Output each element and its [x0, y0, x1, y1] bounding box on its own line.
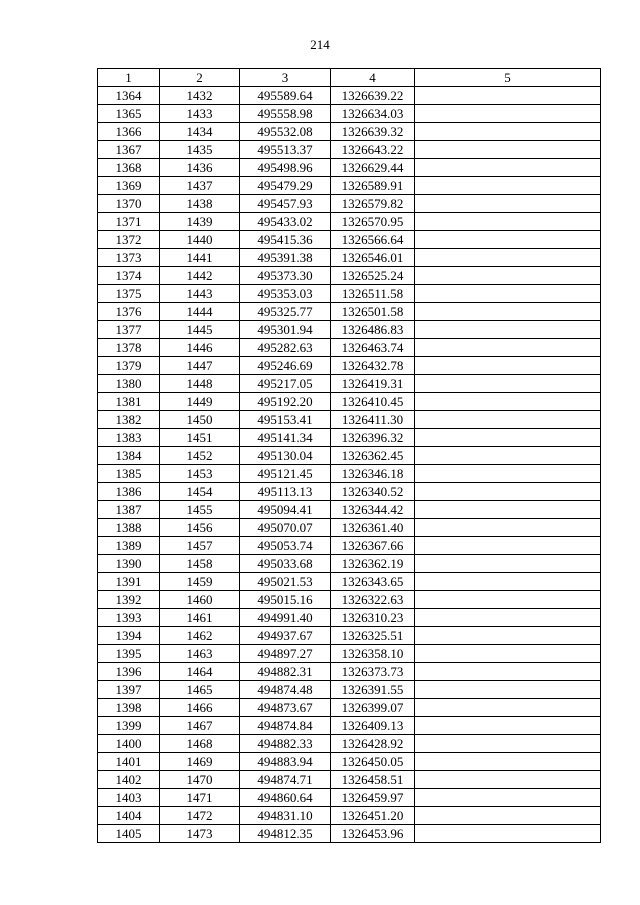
table-row — [98, 195, 601, 213]
table-cell: 1326453.96 — [331, 825, 415, 843]
table-cell: 1326579.82 — [331, 195, 415, 213]
table-cell: 495130.04 — [240, 447, 331, 465]
table-cell: 1386 — [98, 483, 160, 501]
table-cell: 1393 — [98, 609, 160, 627]
table-cell: 1377 — [98, 321, 160, 339]
table-cell: 1326629.44 — [331, 159, 415, 177]
table-cell: 1457 — [160, 537, 240, 555]
table-cell: 1466 — [160, 699, 240, 717]
table-cell — [415, 645, 601, 663]
table-cell: 1326358.10 — [331, 645, 415, 663]
table-cell — [415, 123, 601, 141]
table-row — [98, 231, 601, 249]
table-cell: 1434 — [160, 123, 240, 141]
table-cell: 1326411.30 — [331, 411, 415, 429]
table-cell — [415, 681, 601, 699]
table-cell: 1326310.23 — [331, 609, 415, 627]
table-cell: 1433 — [160, 105, 240, 123]
table-cell: 495070.07 — [240, 519, 331, 537]
table-cell: 1469 — [160, 753, 240, 771]
table-cell: 495325.77 — [240, 303, 331, 321]
table-cell: 1395 — [98, 645, 160, 663]
table-header — [98, 69, 601, 87]
table-cell: 1389 — [98, 537, 160, 555]
table-row — [98, 573, 601, 591]
table-cell: 1472 — [160, 807, 240, 825]
table-cell: 1458 — [160, 555, 240, 573]
table-cell: 1445 — [160, 321, 240, 339]
table-cell: 1369 — [98, 177, 160, 195]
table-cell: 1326458.51 — [331, 771, 415, 789]
table-row — [98, 555, 601, 573]
table-cell: 495121.45 — [240, 465, 331, 483]
table-cell: 1432 — [160, 87, 240, 105]
table-row — [98, 825, 601, 843]
table-cell: 1444 — [160, 303, 240, 321]
table-cell: 1372 — [98, 231, 160, 249]
table-cell: 495015.16 — [240, 591, 331, 609]
table-cell: 1367 — [98, 141, 160, 159]
table-cell: 1373 — [98, 249, 160, 267]
page-number: 214 — [310, 37, 330, 52]
table-cell — [415, 663, 601, 681]
table-cell: 1326639.32 — [331, 123, 415, 141]
column-header: 4 — [331, 69, 415, 87]
table-cell — [415, 267, 601, 285]
table-cell: 1392 — [98, 591, 160, 609]
table-row — [98, 537, 601, 555]
table-cell: 1387 — [98, 501, 160, 519]
table-cell: 1447 — [160, 357, 240, 375]
table-cell: 494882.31 — [240, 663, 331, 681]
table-cell — [415, 357, 601, 375]
table-cell: 494991.40 — [240, 609, 331, 627]
table-cell: 1326344.42 — [331, 501, 415, 519]
table-cell: 1326391.55 — [331, 681, 415, 699]
table-cell: 495373.30 — [240, 267, 331, 285]
table-cell: 1462 — [160, 627, 240, 645]
table-cell: 1446 — [160, 339, 240, 357]
table-cell: 1326450.05 — [331, 753, 415, 771]
table-cell: 1467 — [160, 717, 240, 735]
table-cell — [415, 429, 601, 447]
table-cell: 1459 — [160, 573, 240, 591]
table-cell: 1381 — [98, 393, 160, 411]
table-row — [98, 339, 601, 357]
table-row — [98, 717, 601, 735]
table-cell: 494873.67 — [240, 699, 331, 717]
table-cell: 1450 — [160, 411, 240, 429]
table-cell: 1456 — [160, 519, 240, 537]
table-cell: 494874.48 — [240, 681, 331, 699]
table-cell: 1371 — [98, 213, 160, 231]
table-cell: 495479.29 — [240, 177, 331, 195]
table-cell: 1390 — [98, 555, 160, 573]
table-cell: 1404 — [98, 807, 160, 825]
table-row — [98, 429, 601, 447]
table-cell: 1394 — [98, 627, 160, 645]
table-cell: 1453 — [160, 465, 240, 483]
table-cell: 1326432.78 — [331, 357, 415, 375]
table-row — [98, 645, 601, 663]
table-cell — [415, 411, 601, 429]
table-cell: 1326525.24 — [331, 267, 415, 285]
table-row — [98, 105, 601, 123]
table-cell — [415, 483, 601, 501]
table-cell: 1326361.40 — [331, 519, 415, 537]
table-cell — [415, 591, 601, 609]
table-cell: 1379 — [98, 357, 160, 375]
table-cell: 1326501.58 — [331, 303, 415, 321]
table-row — [98, 123, 601, 141]
table-cell: 1440 — [160, 231, 240, 249]
table-row — [98, 609, 601, 627]
table-cell: 1326486.83 — [331, 321, 415, 339]
table-cell — [415, 321, 601, 339]
table-cell: 1326346.18 — [331, 465, 415, 483]
table-cell — [415, 717, 601, 735]
table-cell: 1455 — [160, 501, 240, 519]
table-row — [98, 249, 601, 267]
table-row — [98, 177, 601, 195]
table-cell: 1326410.45 — [331, 393, 415, 411]
coordinates-table — [97, 68, 601, 843]
table-cell — [415, 339, 601, 357]
table-cell: 1326343.65 — [331, 573, 415, 591]
table-cell: 495094.41 — [240, 501, 331, 519]
table-row — [98, 771, 601, 789]
table-cell — [415, 789, 601, 807]
column-header: 3 — [240, 69, 331, 87]
table-cell: 1460 — [160, 591, 240, 609]
table-cell: 1368 — [98, 159, 160, 177]
table-cell — [415, 501, 601, 519]
table-row — [98, 465, 601, 483]
table-cell: 495415.36 — [240, 231, 331, 249]
table-cell: 1326396.32 — [331, 429, 415, 447]
table-cell: 1378 — [98, 339, 160, 357]
table-row — [98, 735, 601, 753]
table-cell: 1385 — [98, 465, 160, 483]
table-cell: 1376 — [98, 303, 160, 321]
table-cell: 1461 — [160, 609, 240, 627]
table-cell: 1396 — [98, 663, 160, 681]
table-row — [98, 141, 601, 159]
table-cell: 495301.94 — [240, 321, 331, 339]
table-cell: 1397 — [98, 681, 160, 699]
table-cell: 495532.08 — [240, 123, 331, 141]
table-cell: 1435 — [160, 141, 240, 159]
table-cell — [415, 771, 601, 789]
table-cell: 495589.64 — [240, 87, 331, 105]
table-cell: 495021.53 — [240, 573, 331, 591]
table-row — [98, 753, 601, 771]
table-cell: 1326566.64 — [331, 231, 415, 249]
table-cell — [415, 249, 601, 267]
table-cell: 495513.37 — [240, 141, 331, 159]
table-cell — [415, 285, 601, 303]
table-cell: 1326367.66 — [331, 537, 415, 555]
table-cell: 494831.10 — [240, 807, 331, 825]
table-cell: 1326340.52 — [331, 483, 415, 501]
table-cell: 1326362.19 — [331, 555, 415, 573]
table-cell: 1451 — [160, 429, 240, 447]
table-cell — [415, 303, 601, 321]
table-cell: 495558.98 — [240, 105, 331, 123]
table-cell: 495353.03 — [240, 285, 331, 303]
table-cell: 1401 — [98, 753, 160, 771]
table-cell: 495498.96 — [240, 159, 331, 177]
table-cell: 495217.05 — [240, 375, 331, 393]
table-cell: 495053.74 — [240, 537, 331, 555]
table-cell: 1438 — [160, 195, 240, 213]
table-cell: 1398 — [98, 699, 160, 717]
table-cell: 1326546.01 — [331, 249, 415, 267]
table-cell: 494874.71 — [240, 771, 331, 789]
table-cell — [415, 753, 601, 771]
table-row — [98, 213, 601, 231]
table-cell: 1380 — [98, 375, 160, 393]
table-cell: 1326639.22 — [331, 87, 415, 105]
table-row — [98, 393, 601, 411]
table-cell — [415, 699, 601, 717]
table-cell: 1465 — [160, 681, 240, 699]
table-cell: 1454 — [160, 483, 240, 501]
table-row — [98, 285, 601, 303]
table-cell: 494937.67 — [240, 627, 331, 645]
table-cell — [415, 537, 601, 555]
table-cell: 495141.34 — [240, 429, 331, 447]
table-cell: 1437 — [160, 177, 240, 195]
table-cell — [415, 609, 601, 627]
column-header: 1 — [98, 69, 160, 87]
table-cell: 1384 — [98, 447, 160, 465]
table-row — [98, 357, 601, 375]
column-header: 2 — [160, 69, 240, 87]
table-row — [98, 375, 601, 393]
table-cell — [415, 627, 601, 645]
table-cell: 1449 — [160, 393, 240, 411]
table-cell: 1326511.58 — [331, 285, 415, 303]
table-cell: 495246.69 — [240, 357, 331, 375]
table-cell — [415, 177, 601, 195]
table-cell: 1326428.92 — [331, 735, 415, 753]
table-row — [98, 447, 601, 465]
table-cell — [415, 195, 601, 213]
table-cell: 1463 — [160, 645, 240, 663]
table-cell: 495113.13 — [240, 483, 331, 501]
table-cell: 1326325.51 — [331, 627, 415, 645]
table-row — [98, 159, 601, 177]
table-row — [98, 789, 601, 807]
header-row — [98, 69, 601, 87]
table-row — [98, 591, 601, 609]
table-row — [98, 483, 601, 501]
table-cell: 1326419.31 — [331, 375, 415, 393]
table-row — [98, 267, 601, 285]
table-cell: 1468 — [160, 735, 240, 753]
table-cell: 494874.84 — [240, 717, 331, 735]
table-cell: 1388 — [98, 519, 160, 537]
table-cell: 1439 — [160, 213, 240, 231]
table-row — [98, 411, 601, 429]
table-cell: 494812.35 — [240, 825, 331, 843]
table-row — [98, 663, 601, 681]
table-cell — [415, 393, 601, 411]
table-row — [98, 681, 601, 699]
table-row — [98, 501, 601, 519]
table-cell: 1448 — [160, 375, 240, 393]
table-cell: 1441 — [160, 249, 240, 267]
table-cell: 1326643.22 — [331, 141, 415, 159]
table-cell: 1403 — [98, 789, 160, 807]
table-cell — [415, 141, 601, 159]
table-cell: 494883.94 — [240, 753, 331, 771]
table-cell — [415, 825, 601, 843]
table-cell — [415, 159, 601, 177]
table-body — [98, 87, 601, 843]
table-cell: 1364 — [98, 87, 160, 105]
table-cell — [415, 555, 601, 573]
table-cell: 1326451.20 — [331, 807, 415, 825]
table-cell — [415, 735, 601, 753]
table-cell: 1326463.74 — [331, 339, 415, 357]
table-cell: 495192.20 — [240, 393, 331, 411]
table-cell: 1326399.07 — [331, 699, 415, 717]
table-cell: 1383 — [98, 429, 160, 447]
table-cell: 494882.33 — [240, 735, 331, 753]
table-cell: 1405 — [98, 825, 160, 843]
table-cell — [415, 519, 601, 537]
table-cell: 1391 — [98, 573, 160, 591]
table-cell: 1366 — [98, 123, 160, 141]
table-row — [98, 321, 601, 339]
table-cell — [415, 87, 601, 105]
table-cell: 495033.68 — [240, 555, 331, 573]
table-cell — [415, 375, 601, 393]
table-cell: 1370 — [98, 195, 160, 213]
table-row — [98, 87, 601, 105]
table-cell — [415, 807, 601, 825]
table-row — [98, 627, 601, 645]
table-cell: 1382 — [98, 411, 160, 429]
table-cell: 1326570.95 — [331, 213, 415, 231]
table-cell: 1399 — [98, 717, 160, 735]
table-cell: 1326322.63 — [331, 591, 415, 609]
table-row — [98, 699, 601, 717]
table-cell: 1326362.45 — [331, 447, 415, 465]
table-cell: 1326634.03 — [331, 105, 415, 123]
table-cell: 495457.93 — [240, 195, 331, 213]
table-cell: 1326459.97 — [331, 789, 415, 807]
table-cell: 1374 — [98, 267, 160, 285]
table-cell: 1473 — [160, 825, 240, 843]
table-cell — [415, 105, 601, 123]
table-cell — [415, 447, 601, 465]
table-cell: 495282.63 — [240, 339, 331, 357]
table-cell — [415, 213, 601, 231]
table-cell: 1443 — [160, 285, 240, 303]
table-cell — [415, 231, 601, 249]
table-cell: 494897.27 — [240, 645, 331, 663]
table-cell — [415, 465, 601, 483]
table-cell: 1326373.73 — [331, 663, 415, 681]
table-cell: 1375 — [98, 285, 160, 303]
table-cell: 1402 — [98, 771, 160, 789]
table-cell — [415, 573, 601, 591]
column-header: 5 — [415, 69, 601, 87]
table-cell: 1471 — [160, 789, 240, 807]
table-cell: 1470 — [160, 771, 240, 789]
table-cell: 1452 — [160, 447, 240, 465]
table-cell: 1326589.91 — [331, 177, 415, 195]
table-cell: 1400 — [98, 735, 160, 753]
table-cell: 1442 — [160, 267, 240, 285]
table-cell: 495153.41 — [240, 411, 331, 429]
table-row — [98, 519, 601, 537]
table-cell: 1436 — [160, 159, 240, 177]
table-cell: 1365 — [98, 105, 160, 123]
table-row — [98, 807, 601, 825]
table-cell: 1326409.13 — [331, 717, 415, 735]
table-cell: 1464 — [160, 663, 240, 681]
table-row — [98, 303, 601, 321]
table-cell: 495433.02 — [240, 213, 331, 231]
table-cell: 494860.64 — [240, 789, 331, 807]
table-cell: 495391.38 — [240, 249, 331, 267]
